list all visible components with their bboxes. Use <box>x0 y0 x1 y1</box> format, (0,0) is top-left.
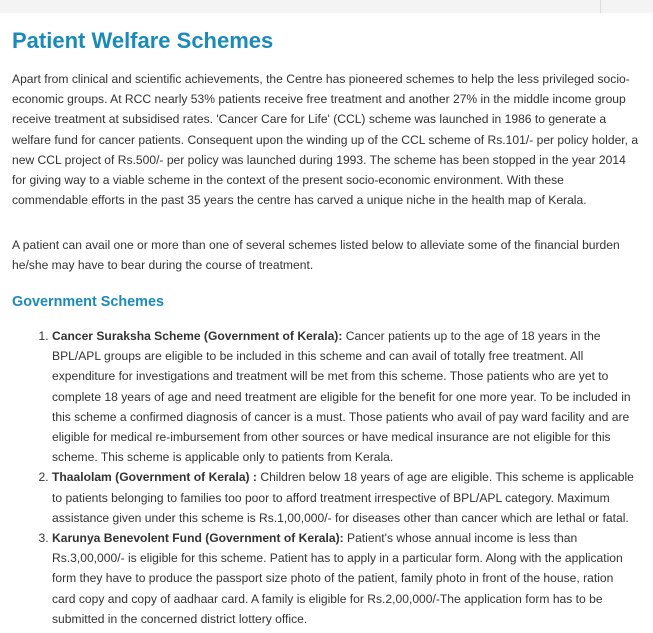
intro-paragraph: Apart from clinical and scientific achievements, the Centre has pioneered schemes to help the less privileged socio-economic groups. At RCC nearly 53% patients receive free treatment and another 27% in the middle income group receive treatment at subsidised rates. 'Cancer Care for Life' (CCL) scheme was launched in 1986 to generate a welfare fund for cancer patients. Consequent upon the winding up of the CCL scheme of Rs.101/- per policy holder, a new CCL project of Rs.500/- per policy was launched during 1993. The scheme has been stopped in the year 2014 for giving way to a viable scheme in the context of the present socio-economic environment. With these commendable efforts in the past 35 years the centre has carved a unique niche in the health map of Kerala. <box>12 72 639 208</box>
list-item-scheme <box>52 528 636 629</box>
top-tab <box>600 0 653 13</box>
scheme-list <box>28 326 636 629</box>
page-title: Patient Welfare Schemes <box>12 28 274 53</box>
scheme-name: Cancer Suraksha Scheme (Government of Kerala): <box>52 329 343 343</box>
scheme-description: Patient's whose annual income is less than Rs.3,00,000/- is eligible for this scheme. Patient has to apply in a particular form. Along with the application form they have to produce the passport size photo of the patient, family photo in front of the house, ration card copy and copy of aadhaar card. A family is eligible for Rs.2,00,000/-The application form has to be submitted in the concerned district lottery office. <box>52 531 623 626</box>
scheme-name: Karunya Benevolent Fund (Government of Kerala): <box>52 531 344 546</box>
section-heading-government-schemes: Government Schemes <box>12 294 164 310</box>
scheme-description: Cancer patients up to the age of 18 years in the BPL/APL groups are eligible to be included in this scheme and can avail of totally free treatment. All expenditure for investigations and treatment will be met from this scheme. Those patients who are yet to complete 18 years of age and need treatment are eligible for the benefit for one more year. To be included in this scheme a confirmed diagnosis of cancer is a must. Those patients who avail of pay ward facility and are eligible for medical re-imbursement from other sources or have medical insurance are not eligible for this scheme. This scheme is applicable only to patients from Kerala. <box>52 329 631 465</box>
list-item-scheme <box>52 326 636 467</box>
main-content <box>0 13 653 633</box>
scheme-name: Thaalolam (Government of Kerala) : <box>52 470 257 485</box>
list-item-scheme <box>52 467 636 528</box>
top-strip <box>0 0 653 13</box>
scheme-description: Children below 18 years of age are eligible. This scheme is applicable to patients belonging to families too poor to afford treatment irrespective of BPL/APL category. Maximum assistance given under this scheme is Rs.1,00,000/- for diseases other than cancer which are lethal or fatal. <box>52 470 634 525</box>
intro-paragraph-schemes: A patient can avail one or more than one of several schemes listed below to alleviate some of the financial burden he/she may have to bear during the course of treatment. <box>12 238 620 273</box>
